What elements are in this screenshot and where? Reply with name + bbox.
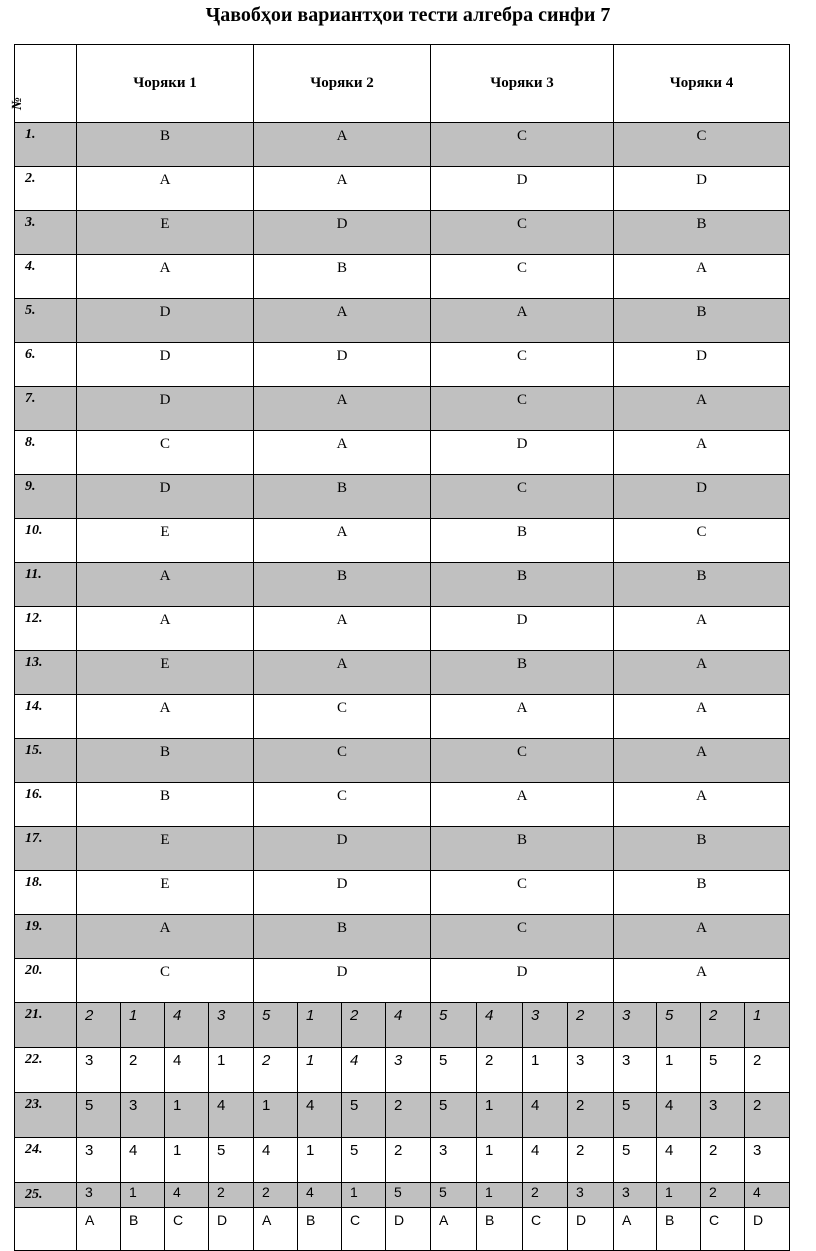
answer-cell: A [614,783,790,827]
matching-cell: 2 [386,1138,431,1183]
answer-cell: C [254,783,431,827]
answer-cell: A [614,739,790,783]
table-row [15,1138,790,1183]
matching-cell: A [431,1208,477,1251]
answer-cell: C [614,123,790,167]
matching-cell: 2 [568,1003,614,1048]
matching-cell: 1 [657,1048,701,1093]
table-row [15,211,790,255]
answer-cell: A [77,915,254,959]
matching-cell: 1 [298,1138,342,1183]
table-row [15,1093,790,1138]
answer-cell: A [254,431,431,475]
table-row [15,739,790,783]
matching-cell: 3 [614,1003,657,1048]
answer-cell: C [431,915,614,959]
table-row [15,519,790,563]
table-row [15,871,790,915]
answer-cell: C [431,739,614,783]
answer-cell: D [254,827,431,871]
matching-cell: 1 [477,1183,523,1208]
answer-cell: A [254,167,431,211]
question-number: 14. [15,695,77,739]
question-number: 4. [15,255,77,299]
answer-cell: B [77,783,254,827]
matching-cell: 4 [657,1138,701,1183]
answer-cell: D [254,343,431,387]
answer-cell: D [254,871,431,915]
question-number: 2. [15,167,77,211]
matching-cell: 4 [745,1183,790,1208]
table-row [15,1208,790,1251]
matching-cell: 1 [254,1093,298,1138]
answer-cell: A [254,519,431,563]
matching-cell: D [386,1208,431,1251]
answer-cell: C [77,959,254,1003]
table-row [15,1183,790,1208]
answer-cell: A [614,431,790,475]
answer-cell: C [614,519,790,563]
matching-cell: 5 [254,1003,298,1048]
matching-cell: 1 [342,1183,386,1208]
matching-cell: 3 [614,1048,657,1093]
matching-cell: 5 [431,1003,477,1048]
matching-cell: D [745,1208,790,1251]
matching-cell: 4 [657,1093,701,1138]
answer-cell: B [431,519,614,563]
answer-cell: B [431,827,614,871]
question-number: 24. [15,1138,77,1183]
table-row [15,123,790,167]
number-column-header: № [15,45,77,123]
answer-cell: A [614,695,790,739]
quarter-2-header: Чоряки 2 [254,45,431,123]
answer-cell: E [77,651,254,695]
matching-cell: 2 [701,1138,745,1183]
table-row [15,695,790,739]
answer-cell: D [431,167,614,211]
answer-cell: C [431,871,614,915]
matching-cell: 4 [477,1003,523,1048]
matching-cell: 1 [657,1183,701,1208]
answer-cell: D [254,959,431,1003]
question-number: 16. [15,783,77,827]
table-row [15,431,790,475]
answer-cell: D [614,167,790,211]
answer-cell: C [254,739,431,783]
table-row [15,651,790,695]
matching-cell: 3 [209,1003,254,1048]
matching-cell: B [298,1208,342,1251]
matching-cell: 4 [342,1048,386,1093]
matching-cell: 5 [77,1093,121,1138]
answer-cell: D [614,343,790,387]
matching-cell: 1 [298,1048,342,1093]
matching-cell: 4 [121,1138,165,1183]
matching-cell: 1 [165,1138,209,1183]
table-row [15,475,790,519]
matching-cell: C [701,1208,745,1251]
matching-cell: 4 [386,1003,431,1048]
matching-cell: C [523,1208,568,1251]
answer-cell: E [77,827,254,871]
question-number: 11. [15,563,77,607]
matching-cell: C [342,1208,386,1251]
matching-cell: A [77,1208,121,1251]
answer-cell: A [77,695,254,739]
matching-cell: 5 [342,1138,386,1183]
table-row [15,827,790,871]
matching-cell: C [165,1208,209,1251]
answer-cell: E [77,211,254,255]
question-number: 15. [15,739,77,783]
question-number: 25. [15,1183,77,1208]
matching-cell: 5 [614,1093,657,1138]
question-number: 20. [15,959,77,1003]
answer-cell: D [431,431,614,475]
question-number: 19. [15,915,77,959]
answer-cell: B [614,871,790,915]
answer-cell: B [254,475,431,519]
matching-cell: 3 [701,1093,745,1138]
question-number: 17. [15,827,77,871]
matching-cell: 1 [165,1093,209,1138]
answer-cell: A [77,255,254,299]
matching-cell: 3 [431,1138,477,1183]
matching-cell: 5 [614,1138,657,1183]
matching-cell: B [121,1208,165,1251]
answer-cell: A [431,783,614,827]
answer-cell: B [614,211,790,255]
answer-cell: B [254,255,431,299]
table-row [15,783,790,827]
matching-cell: 1 [523,1048,568,1093]
matching-cell: 4 [165,1048,209,1093]
matching-cell: 4 [165,1183,209,1208]
answer-cell: A [431,299,614,343]
matching-cell: 1 [121,1183,165,1208]
answer-cell: A [614,255,790,299]
answer-cell: A [614,387,790,431]
table-row [15,563,790,607]
answer-cell: B [254,915,431,959]
matching-cell: 2 [568,1138,614,1183]
answer-cell: A [254,607,431,651]
answer-cell: A [254,123,431,167]
table-row [15,299,790,343]
matching-cell: 1 [209,1048,254,1093]
answer-cell: E [77,871,254,915]
answer-cell: A [614,651,790,695]
matching-cell: 3 [614,1183,657,1208]
matching-cell: 2 [342,1003,386,1048]
matching-cell: B [657,1208,701,1251]
answer-cell: C [431,475,614,519]
matching-cell: 5 [431,1183,477,1208]
answer-cell: A [254,299,431,343]
matching-cell: 4 [254,1138,298,1183]
answer-cell: C [431,211,614,255]
table-row [15,915,790,959]
matching-cell: 3 [386,1048,431,1093]
question-number: 12. [15,607,77,651]
matching-cell: 3 [568,1183,614,1208]
table-row [15,607,790,651]
answer-cell: B [77,123,254,167]
answer-cell: A [254,651,431,695]
question-number: 1. [15,123,77,167]
question-number: 22. [15,1048,77,1093]
table-row [15,255,790,299]
question-number: 5. [15,299,77,343]
answer-cell: B [614,563,790,607]
matching-cell: A [614,1208,657,1251]
answer-cell: D [431,959,614,1003]
question-number: 10. [15,519,77,563]
matching-cell: 3 [745,1138,790,1183]
answer-cell: C [431,123,614,167]
table-row [15,1003,790,1048]
answer-cell: A [614,959,790,1003]
answer-cell: D [431,607,614,651]
matching-cell: 5 [431,1048,477,1093]
question-number: 8. [15,431,77,475]
table-row [15,343,790,387]
matching-cell: 2 [77,1003,121,1048]
answer-cell: D [254,211,431,255]
matching-cell: 1 [477,1093,523,1138]
header-row [15,45,790,123]
matching-cell: 2 [745,1048,790,1093]
answer-cell: A [254,387,431,431]
matching-cell: 5 [342,1093,386,1138]
answer-cell: A [77,563,254,607]
matching-cell: 2 [745,1093,790,1138]
answer-cell: A [614,607,790,651]
matching-cell: 2 [523,1183,568,1208]
matching-cell: 2 [701,1003,745,1048]
matching-cell: 2 [121,1048,165,1093]
matching-cell: 3 [77,1138,121,1183]
question-number: 23. [15,1093,77,1138]
matching-cell: 2 [701,1183,745,1208]
answer-cell: C [431,343,614,387]
answer-cell: E [77,519,254,563]
matching-cell: 5 [386,1183,431,1208]
matching-cell: 1 [477,1138,523,1183]
answer-cell: A [77,607,254,651]
matching-cell: 2 [209,1183,254,1208]
matching-cell: 3 [121,1093,165,1138]
matching-cell: 3 [523,1003,568,1048]
matching-cell: 3 [77,1183,121,1208]
answer-cell: B [77,739,254,783]
question-number: 21. [15,1003,77,1048]
matching-cell: 2 [477,1048,523,1093]
matching-cell: 1 [121,1003,165,1048]
matching-cell: 5 [657,1003,701,1048]
answer-cell: C [431,387,614,431]
quarter-1-header: Чоряки 1 [77,45,254,123]
answer-cell: D [77,299,254,343]
matching-cell: 4 [298,1183,342,1208]
answer-cell: C [254,695,431,739]
matching-cell: 3 [568,1048,614,1093]
matching-cell: D [568,1208,614,1251]
matching-cell: 5 [209,1138,254,1183]
question-number: 3. [15,211,77,255]
matching-cell: 2 [254,1183,298,1208]
answers-table [10,44,790,1251]
matching-cell: A [254,1208,298,1251]
answer-cell: B [431,651,614,695]
answer-cell: B [614,299,790,343]
page-title: Ҷавобҳои вариантҳои тести алгебра синфи 7 [205,4,611,26]
table-row [15,387,790,431]
matching-cell: 3 [77,1048,121,1093]
matching-cell: 4 [298,1093,342,1138]
question-number: 13. [15,651,77,695]
matching-cell: 4 [209,1093,254,1138]
answer-cell: D [77,475,254,519]
answer-cell: B [254,563,431,607]
matching-cell: D [209,1208,254,1251]
table-row [15,1048,790,1093]
matching-cell: 4 [165,1003,209,1048]
question-number: 7. [15,387,77,431]
table-row [15,167,790,211]
matching-cell: 2 [568,1093,614,1138]
quarter-4-header: Чоряки 4 [614,45,790,123]
quarter-3-header: Чоряки 3 [431,45,614,123]
answer-cell: B [614,827,790,871]
answer-cell: D [77,387,254,431]
matching-cell: 4 [523,1093,568,1138]
question-number: 18. [15,871,77,915]
answer-cell: B [431,563,614,607]
question-number [15,1208,77,1251]
answer-cell: C [431,255,614,299]
matching-cell: 2 [386,1093,431,1138]
answer-cell: A [614,915,790,959]
matching-cell: 1 [745,1003,790,1048]
matching-cell: 1 [298,1003,342,1048]
answer-cell: D [77,343,254,387]
answer-cell: D [614,475,790,519]
matching-cell: B [477,1208,523,1251]
answer-cell: A [431,695,614,739]
table-row [15,959,790,1003]
answer-cell: A [77,167,254,211]
matching-cell: 4 [523,1138,568,1183]
matching-cell: 5 [701,1048,745,1093]
matching-cell: 2 [254,1048,298,1093]
matching-cell: 5 [431,1093,477,1138]
question-number: 6. [15,343,77,387]
question-number: 9. [15,475,77,519]
answer-cell: C [77,431,254,475]
